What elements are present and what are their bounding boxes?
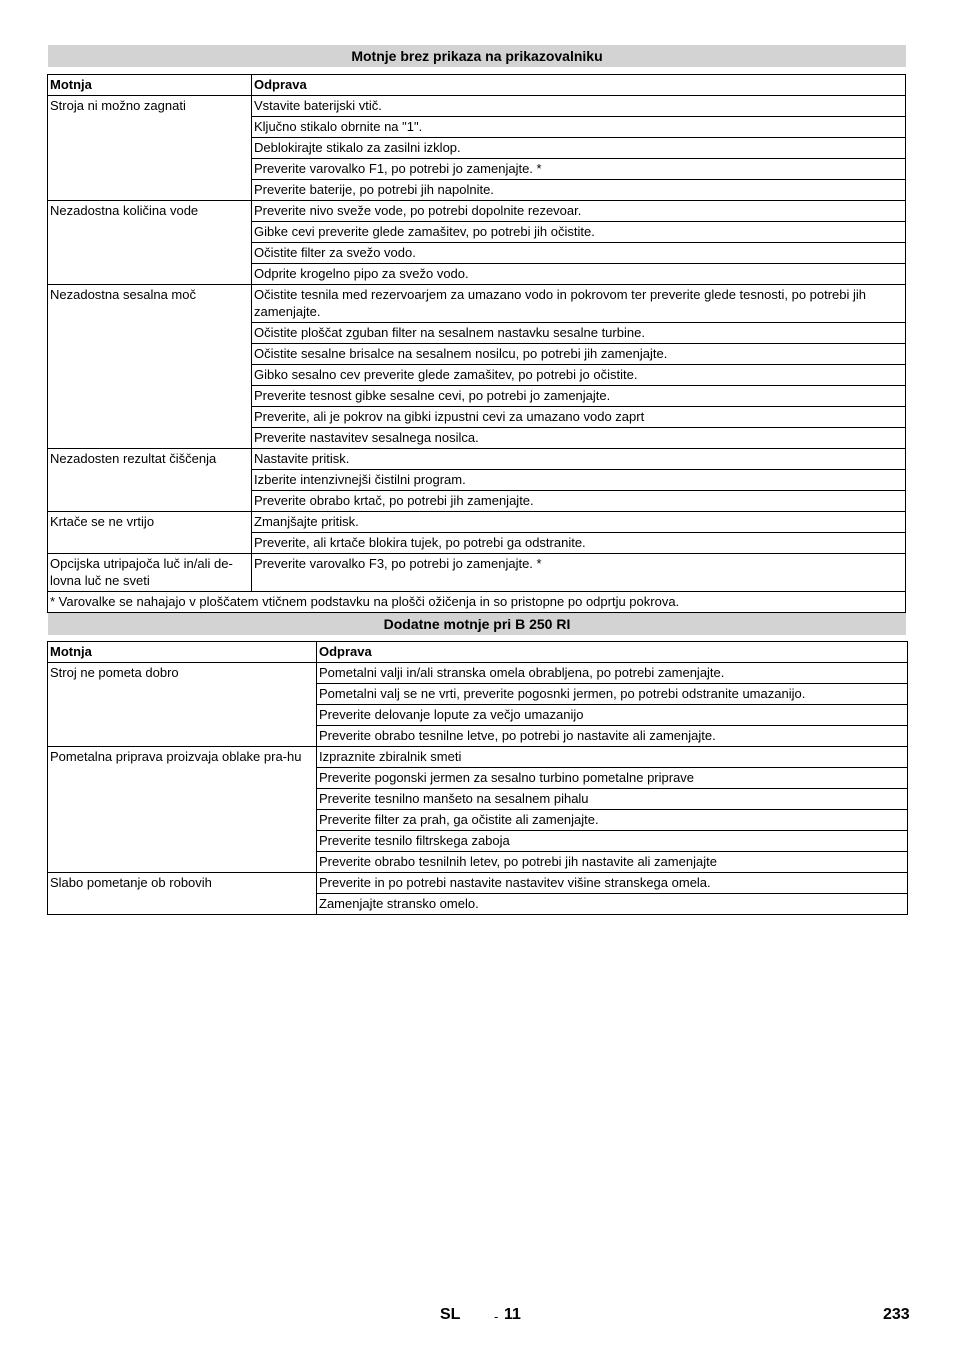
fault-cell: Nezadosten rezultat čiščenja [48, 449, 252, 512]
table-row [48, 449, 906, 470]
table-header-row [48, 75, 906, 96]
footnote-row [48, 592, 906, 613]
remedy-cell: Zmanjšajte pritisk. [252, 512, 906, 533]
section-title-no-display: Motnje brez prikaza na prikazovalniku [48, 45, 906, 67]
remedy-cell: Gibko sesalno cev preverite glede zamašitev, po potrebi jo očistite. [252, 365, 906, 386]
remedy-cell: Preverite tesnilno manšeto na sesalnem pihalu [317, 789, 908, 810]
remedy-cell: Pometalni valj se ne vrti, preverite pogosnki jermen, po potrebi odstranite umazanijo. [317, 684, 908, 705]
remedy-cell: Ključno stikalo obrnite na "1". [252, 117, 906, 138]
table-row [48, 201, 906, 222]
column-header-fault: Motnja [48, 75, 252, 96]
fault-cell: Pometalna priprava proizvaja oblake pra-hu [48, 747, 317, 873]
remedy-cell: Preverite in po potrebi nastavite nastavitev višine stranskega omela. [317, 873, 908, 894]
remedy-cell: Preverite tesnilo filtrskega zaboja [317, 831, 908, 852]
remedy-cell: Preverite, ali krtače blokira tujek, po potrebi ga odstranite. [252, 533, 906, 554]
remedy-cell: Odprite krogelno pipo za svežo vodo. [252, 264, 906, 285]
remedy-cell: Preverite filter za prah, ga očistite ali zamenjajte. [317, 810, 908, 831]
table-row [48, 663, 908, 684]
remedy-cell: Izberite intenzivnejši čistilni program. [252, 470, 906, 491]
table-row [48, 873, 908, 894]
footnote-text: * Varovalke se nahajajo v ploščatem vtičnem podstavku na plošči ožičenja in so pristopne po odprtju pokrova. [48, 592, 906, 613]
table-row [48, 554, 906, 592]
fault-cell: Nezadostna sesalna moč [48, 285, 252, 449]
remedy-cell: Pometalni valji in/ali stranska omela obrabljena, po potrebi zamenjajte. [317, 663, 908, 684]
table-header-row [48, 642, 908, 663]
remedy-cell: Očistite sesalne brisalce na sesalnem nosilcu, po potrebi jih zamenjajte. [252, 344, 906, 365]
table-row [48, 512, 906, 533]
remedy-cell: Nastavite pritisk. [252, 449, 906, 470]
remedy-cell: Preverite obrabo krtač, po potrebi jih zamenjajte. [252, 491, 906, 512]
remedy-cell: Očistite ploščat zguban filter na sesalnem nastavku sesalne turbine. [252, 323, 906, 344]
remedy-cell: Preverite nivo sveže vode, po potrebi dopolnite rezevoar. [252, 201, 906, 222]
fault-cell: Opcijska utripajoča luč in/ali de-lovna luč ne sveti [48, 554, 252, 592]
fault-cell: Stroja ni možno zagnati [48, 96, 252, 201]
remedy-cell: Preverite varovalko F3, po potrebi jo zamenjajte. * [252, 554, 906, 592]
fault-cell: Slabo pometanje ob robovih [48, 873, 317, 915]
footer-page-total: 233 [883, 1306, 910, 1323]
faults-table-no-display [47, 74, 906, 613]
remedy-cell: Izpraznite zbiralnik smeti [317, 747, 908, 768]
remedy-cell: Preverite, ali je pokrov na gibki izpustni cevi za umazano vodo zaprt [252, 407, 906, 428]
faults-table-additional [47, 641, 908, 915]
fault-cell: Stroj ne pometa dobro [48, 663, 317, 747]
remedy-cell: Očistite filter za svežo vodo. [252, 243, 906, 264]
column-header-fault: Motnja [48, 642, 317, 663]
remedy-cell: Zamenjajte stransko omelo. [317, 894, 908, 915]
remedy-cell: Preverite pogonski jermen za sesalno turbino pometalne priprave [317, 768, 908, 789]
fault-cell: Nezadostna količina vode [48, 201, 252, 285]
remedy-cell: Deblokirajte stikalo za zasilni izklop. [252, 138, 906, 159]
remedy-cell: Preverite obrabo tesnilnih letev, po potrebi jih nastavite ali zamenjajte [317, 852, 908, 873]
remedy-cell: Preverite delovanje lopute za večjo umazanijo [317, 705, 908, 726]
remedy-cell: Preverite tesnost gibke sesalne cevi, po potrebi jo zamenjajte. [252, 386, 906, 407]
table-row [48, 285, 906, 323]
table-row [48, 96, 906, 117]
remedy-cell: Preverite varovalko F1, po potrebi jo zamenjajte. * [252, 159, 906, 180]
remedy-cell: Gibke cevi preverite glede zamašitev, po potrebi jih očistite. [252, 222, 906, 243]
fault-cell: Krtače se ne vrtijo [48, 512, 252, 554]
section-title-additional-faults: Dodatne motnje pri B 250 RI [48, 613, 906, 635]
remedy-cell: Očistite tesnila med rezervoarjem za umazano vodo in pokrovom ter preverite glede tesnosti, po potrebi jih zamenjajte. [252, 285, 906, 323]
footer-page-number: 11 [504, 1306, 521, 1323]
column-header-remedy: Odprava [317, 642, 908, 663]
footer-language: SL [440, 1306, 461, 1323]
remedy-cell: Preverite baterije, po potrebi jih napolnite. [252, 180, 906, 201]
remedy-cell: Preverite obrabo tesnilne letve, po potrebi jo nastavite ali zamenjajte. [317, 726, 908, 747]
table-row [48, 747, 908, 768]
column-header-remedy: Odprava [252, 75, 906, 96]
remedy-cell: Preverite nastavitev sesalnega nosilca. [252, 428, 906, 449]
remedy-cell: Vstavite baterijski vtič. [252, 96, 906, 117]
footer-page-separator: - [494, 1309, 499, 1324]
